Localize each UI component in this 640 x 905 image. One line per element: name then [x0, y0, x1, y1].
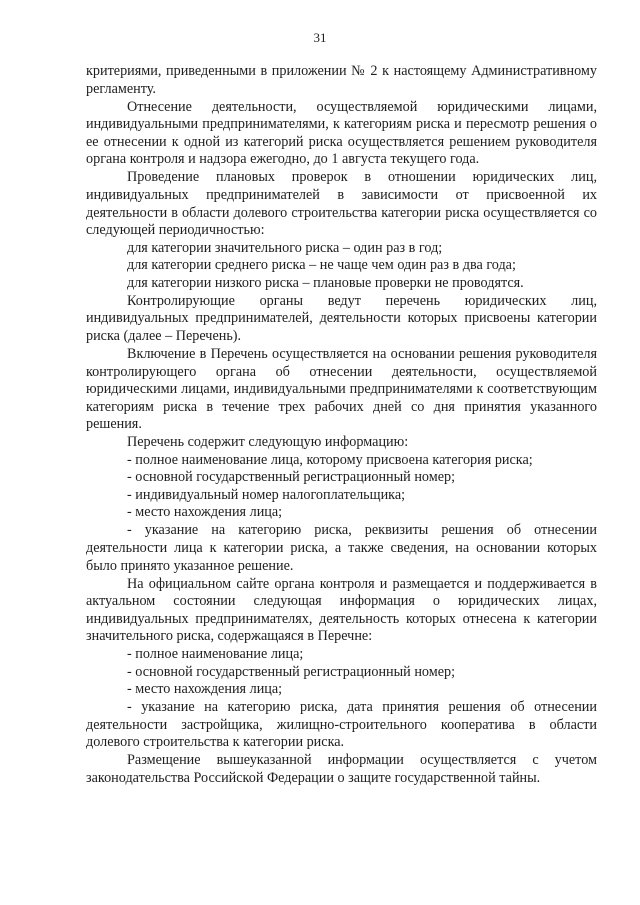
- paragraph: Размещение вышеуказанной информации осуществляется с учетом законодательства Российской Федерации о защите государственной тайны.: [86, 752, 597, 786]
- list-item: Перечень содержит следующую информацию:: [127, 434, 409, 451]
- list-item: для категории среднего риска – не чаще чем один раз в два года;: [127, 257, 516, 274]
- paragraph: Проведение плановых проверок в отношении юридических лиц, индивидуальных предпринимателей в зависимости от присвоенной их деятельности в области долевого строительства категории риска осуществляется со следующей периодичностью:: [86, 169, 597, 239]
- list-item: - полное наименование лица, которому присвоена категория риска;: [127, 451, 533, 468]
- list-item: для категории низкого риска – плановые проверки не проводятся.: [127, 274, 524, 291]
- list-item: - основной государственный регистрационный номер;: [127, 663, 456, 680]
- page-number: 31: [313, 30, 327, 45]
- list-item: - основной государственный регистрационный номер;: [127, 469, 456, 486]
- list-item: - место нахождения лица;: [127, 504, 283, 521]
- paragraph: На официальном сайте органа контроля и размещается и поддерживается в актуальном состоянии следующая информация о юридических лицах, индивидуальных предпринимателях, деятельность которых отнесена к категории значительного риска, содержащаяся в Перечне:: [86, 575, 597, 645]
- paragraph: - указание на категорию риска, дата принятия решения об отнесении деятельности застройщика, жилищно-строительного кооператива в области долевого строительства к категории риска.: [86, 699, 597, 751]
- list-item: - индивидуальный номер налогоплательщика;: [127, 486, 406, 503]
- paragraph: - указание на категорию риска, реквизиты решения об отнесении деятельности лица к категории риска, а также сведения, на основании которых было принято указанное решение.: [86, 522, 597, 574]
- paragraph: Включение в Перечень осуществляется на основании решения руководителя контролирующего органа об отнесении деятельности, осуществляемой юридическими лицами, индивидуальными предпринимателями к соответствующим категориям риска в течение трех рабочих дней со дня принятия указанного решения.: [86, 346, 597, 433]
- list-item: - место нахождения лица;: [127, 681, 283, 698]
- body-text: [86, 63, 597, 787]
- list-item: - полное наименование лица;: [127, 645, 304, 662]
- paragraph: Контролирующие органы ведут перечень юридических лиц, индивидуальных предпринимателей, деятельности которых присвоены категории риска (далее – Перечень).: [86, 292, 597, 345]
- paragraph: Отнесение деятельности, осуществляемой юридическими лицами, индивидуальными предпринимателями, к категориям риска и пересмотр решения о ее отнесении к одной из категорий риска осуществляется решением руководителя органа контроля и надзора ежегодно, до 1 августа текущего года.: [86, 98, 597, 168]
- paragraph: критериями, приведенными в приложении № 2 к настоящему Административному регламенту.: [86, 63, 597, 97]
- list-item: для категории значительного риска – один раз в год;: [127, 239, 443, 256]
